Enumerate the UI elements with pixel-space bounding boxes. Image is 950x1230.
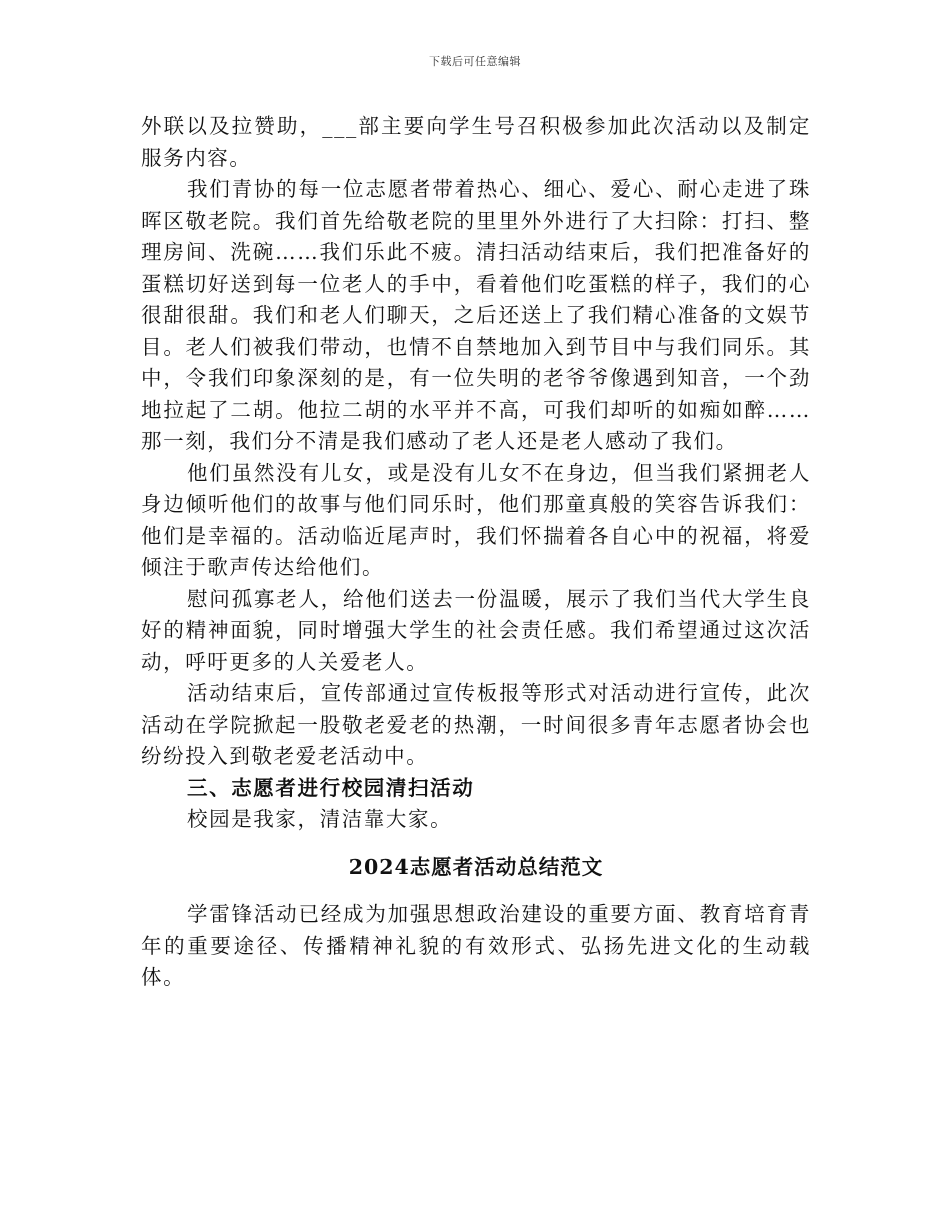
paragraph-elderly-happiness: 他们虽然没有儿女，或是没有儿女不在身边，但当我们紧拥老人身边倾听他们的故事与他们同乐时，他们那童真般的笑容告诉我们：他们是幸福的。活动临近尾声时，我们怀揣着各自心中的祝福，将爱倾注于歌声传达给他们。	[141, 460, 811, 579]
document-body	[141, 111, 811, 994]
document-title: 2024志愿者活动总结范文	[348, 854, 604, 879]
paragraph-lei-feng: 学雷锋活动已经成为加强思想政治建设的重要方面、教育培育青年的重要途径、传播精神礼貌的有效形式、弘扬先进文化的生动载体。	[141, 902, 811, 989]
paragraph-publicity: 活动结束后，宣传部通过宣传板报等形式对活动进行宣传，此次活动在学院掀起一股敬老爱老的热潮，一时间很多青年志愿者协会也纷纷投入到敬老爱老活动中。	[141, 681, 811, 768]
page-header: 下载后可任意编辑	[429, 55, 521, 68]
paragraph-campus-slogan: 校园是我家，清洁靠大家。	[187, 807, 453, 831]
paragraph-condolence: 慰问孤寡老人，给他们送去一份温暖，展示了我们当代大学生良好的精神面貌，同时增强大学生的社会责任感。我们希望通过这次活动，呼吁更多的人关爱老人。	[141, 586, 811, 674]
section-heading-campus-cleaning: 三、志愿者进行校园清扫活动	[187, 775, 475, 800]
paragraph-continuation: 外联以及拉赞助，___部主要向学生号召积极参加此次活动以及制定服务内容。	[141, 114, 811, 170]
paragraph-nursing-home-visit: 我们青协的每一位志愿者带着热心、细心、爱心、耐心走进了珠晖区敬老院。我们首先给敬老院的里里外外进行了大扫除：打扫、整理房间、洗碗……我们乐此不疲。清扫活动结束后，我们把准备好的蛋糕切好送到每一位老人的手中，看着他们吃蛋糕的样子，我们的心很甜很甜。我们和老人们聊天，之后还送上了我们精心准备的文娱节目。老人们被我们带动，也情不自禁地加入到节目中与我们同乐。其中，令我们印象深刻的是，有一位失明的老爷爷像遇到知音，一个劲地拉起了二胡。他拉二胡的水平并不高，可我们却听的如痴如醉……那一刻，我们分不清是我们感动了老人还是老人感动了我们。	[141, 177, 811, 453]
